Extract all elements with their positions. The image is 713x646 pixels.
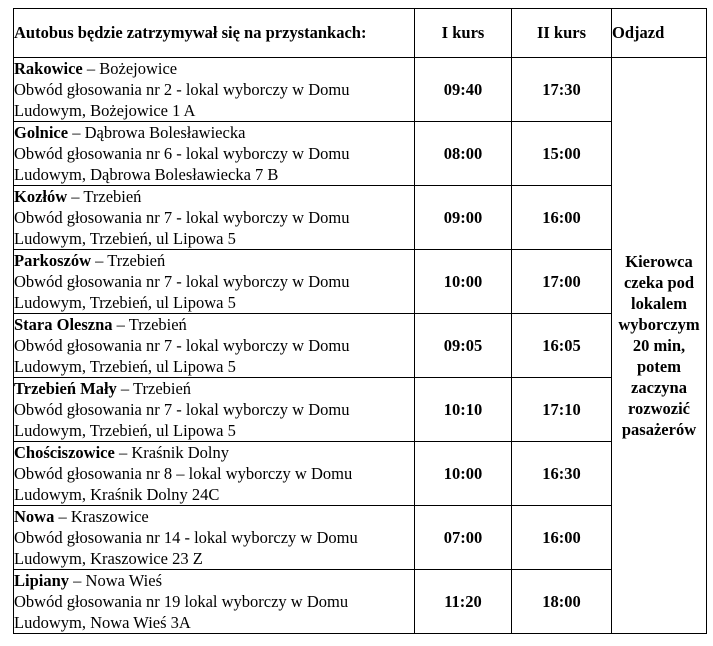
stop-district-line: Obwód głosowania nr 7 - lokal wyborczy w Domu (14, 208, 350, 227)
stop-cell (14, 314, 415, 378)
stop-district-line: Obwód głosowania nr 7 - lokal wyborczy w Domu (14, 336, 350, 355)
departure-note-line: lokalem (631, 294, 687, 313)
departure-note-line: wyborczym (618, 315, 700, 334)
stop-cell (14, 570, 415, 634)
stop-destination: – Bożejowice (82, 59, 178, 78)
stop-destination: – Trzebień (116, 379, 192, 398)
table-row (14, 506, 707, 570)
stop-district-line: Obwód głosowania nr 6 - lokal wyborczy w Domu (14, 144, 350, 163)
stop-cell (14, 506, 415, 570)
course-1-time: 10:10 (415, 378, 512, 442)
course-2-time: 17:30 (512, 58, 612, 122)
stop-destination: – Trzebień (112, 315, 187, 334)
course-1-time: 09:40 (415, 58, 512, 122)
course-2-time: 16:05 (512, 314, 612, 378)
stop-place: Kozłów (14, 187, 68, 206)
stop-destination: – Kraszowice (54, 507, 149, 526)
course-2-time: 16:00 (512, 506, 612, 570)
stop-district-line: Obwód głosowania nr 7 - lokal wyborczy w Domu (14, 400, 350, 419)
stop-destination: – Dąbrowa Bolesławiecka (68, 123, 246, 142)
stop-destination: – Nowa Wieś (69, 571, 163, 590)
stop-cell (14, 122, 415, 186)
stop-title-line (14, 378, 414, 399)
stop-title-line (14, 570, 414, 591)
stop-cell (14, 442, 415, 506)
stop-place: Stara Oleszna (14, 315, 113, 334)
stop-district-line: Obwód głosowania nr 14 - lokal wyborczy w Domu (14, 528, 358, 547)
departure-note-line: potem (637, 357, 681, 376)
course-2-time: 15:00 (512, 122, 612, 186)
course-1-time: 10:00 (415, 250, 512, 314)
departure-note-line: czeka pod (623, 273, 695, 292)
departure-note-line: zaczyna (631, 378, 687, 397)
stop-district-line: Obwód głosowania nr 7 - lokal wyborczy w Domu (14, 272, 350, 291)
stop-place: Rakowice (14, 59, 83, 78)
stop-address-line: Ludowym, Kraszowice 23 Z (14, 549, 203, 568)
course-1-time: 10:00 (415, 442, 512, 506)
stop-place: Golnice (14, 123, 69, 142)
stop-address-line: Ludowym, Nowa Wieś 3A (14, 613, 191, 632)
header-course-1: I kurs (415, 9, 512, 58)
table-row (14, 442, 707, 506)
stop-cell (14, 250, 415, 314)
header-course-2: II kurs (512, 9, 612, 58)
stop-address-line: Ludowym, Bożejowice 1 A (14, 101, 196, 120)
stop-address-line: Ludowym, Trzebień, ul Lipowa 5 (14, 229, 236, 248)
course-2-time: 18:00 (512, 570, 612, 634)
departure-note (612, 58, 707, 634)
stop-title-line (14, 442, 414, 463)
bus-schedule-table (13, 8, 707, 634)
departure-note-line: rozwozić (628, 399, 690, 418)
header-row (14, 9, 707, 58)
course-2-time: 17:10 (512, 378, 612, 442)
stop-place: Chościszowice (14, 443, 115, 462)
course-1-time: 11:20 (415, 570, 512, 634)
stop-place: Nowa (14, 507, 55, 526)
stop-address-line: Ludowym, Dąbrowa Bolesławiecka 7 B (14, 165, 279, 184)
table-row (14, 122, 707, 186)
header-stops: Autobus będzie zatrzymywał się na przystankach: (14, 9, 415, 58)
stop-cell (14, 378, 415, 442)
course-1-time: 09:05 (415, 314, 512, 378)
stop-address-line: Ludowym, Kraśnik Dolny 24C (14, 485, 220, 504)
course-1-time: 08:00 (415, 122, 512, 186)
departure-note-line: 20 min, (632, 336, 686, 355)
stop-address-line: Ludowym, Trzebień, ul Lipowa 5 (14, 421, 236, 440)
course-2-time: 17:00 (512, 250, 612, 314)
stop-title-line (14, 186, 414, 207)
stop-place: Lipiany (14, 571, 70, 590)
stop-destination: – Kraśnik Dolny (114, 443, 229, 462)
stop-title-line (14, 250, 414, 271)
stop-place: Trzebień Mały (14, 379, 117, 398)
stop-title-line (14, 506, 414, 527)
course-1-time: 09:00 (415, 186, 512, 250)
stop-destination: – Trzebień (91, 251, 166, 270)
stop-title-line (14, 314, 414, 335)
stop-place: Parkoszów (14, 251, 91, 270)
table-row (14, 314, 707, 378)
table-row (14, 378, 707, 442)
stop-title-line (14, 58, 414, 79)
stop-cell (14, 186, 415, 250)
header-departure: Odjazd (612, 9, 707, 58)
stop-district-line: Obwód głosowania nr 19 lokal wyborczy w Domu (14, 592, 349, 611)
stop-cell (14, 58, 415, 122)
table-row (14, 570, 707, 634)
stop-address-line: Ludowym, Trzebień, ul Lipowa 5 (14, 357, 236, 376)
stop-district-line: Obwód głosowania nr 8 – lokal wyborczy w Domu (14, 464, 353, 483)
table-row (14, 186, 707, 250)
stop-district-line: Obwód głosowania nr 2 - lokal wyborczy w Domu (14, 80, 350, 99)
course-2-time: 16:30 (512, 442, 612, 506)
stop-title-line (14, 122, 414, 143)
table-row (14, 58, 707, 122)
departure-note-line: pasażerów (621, 420, 697, 439)
course-1-time: 07:00 (415, 506, 512, 570)
stop-destination: – Trzebień (67, 187, 142, 206)
course-2-time: 16:00 (512, 186, 612, 250)
table-row (14, 250, 707, 314)
departure-note-line: Kierowca (625, 252, 693, 271)
stop-address-line: Ludowym, Trzebień, ul Lipowa 5 (14, 293, 236, 312)
